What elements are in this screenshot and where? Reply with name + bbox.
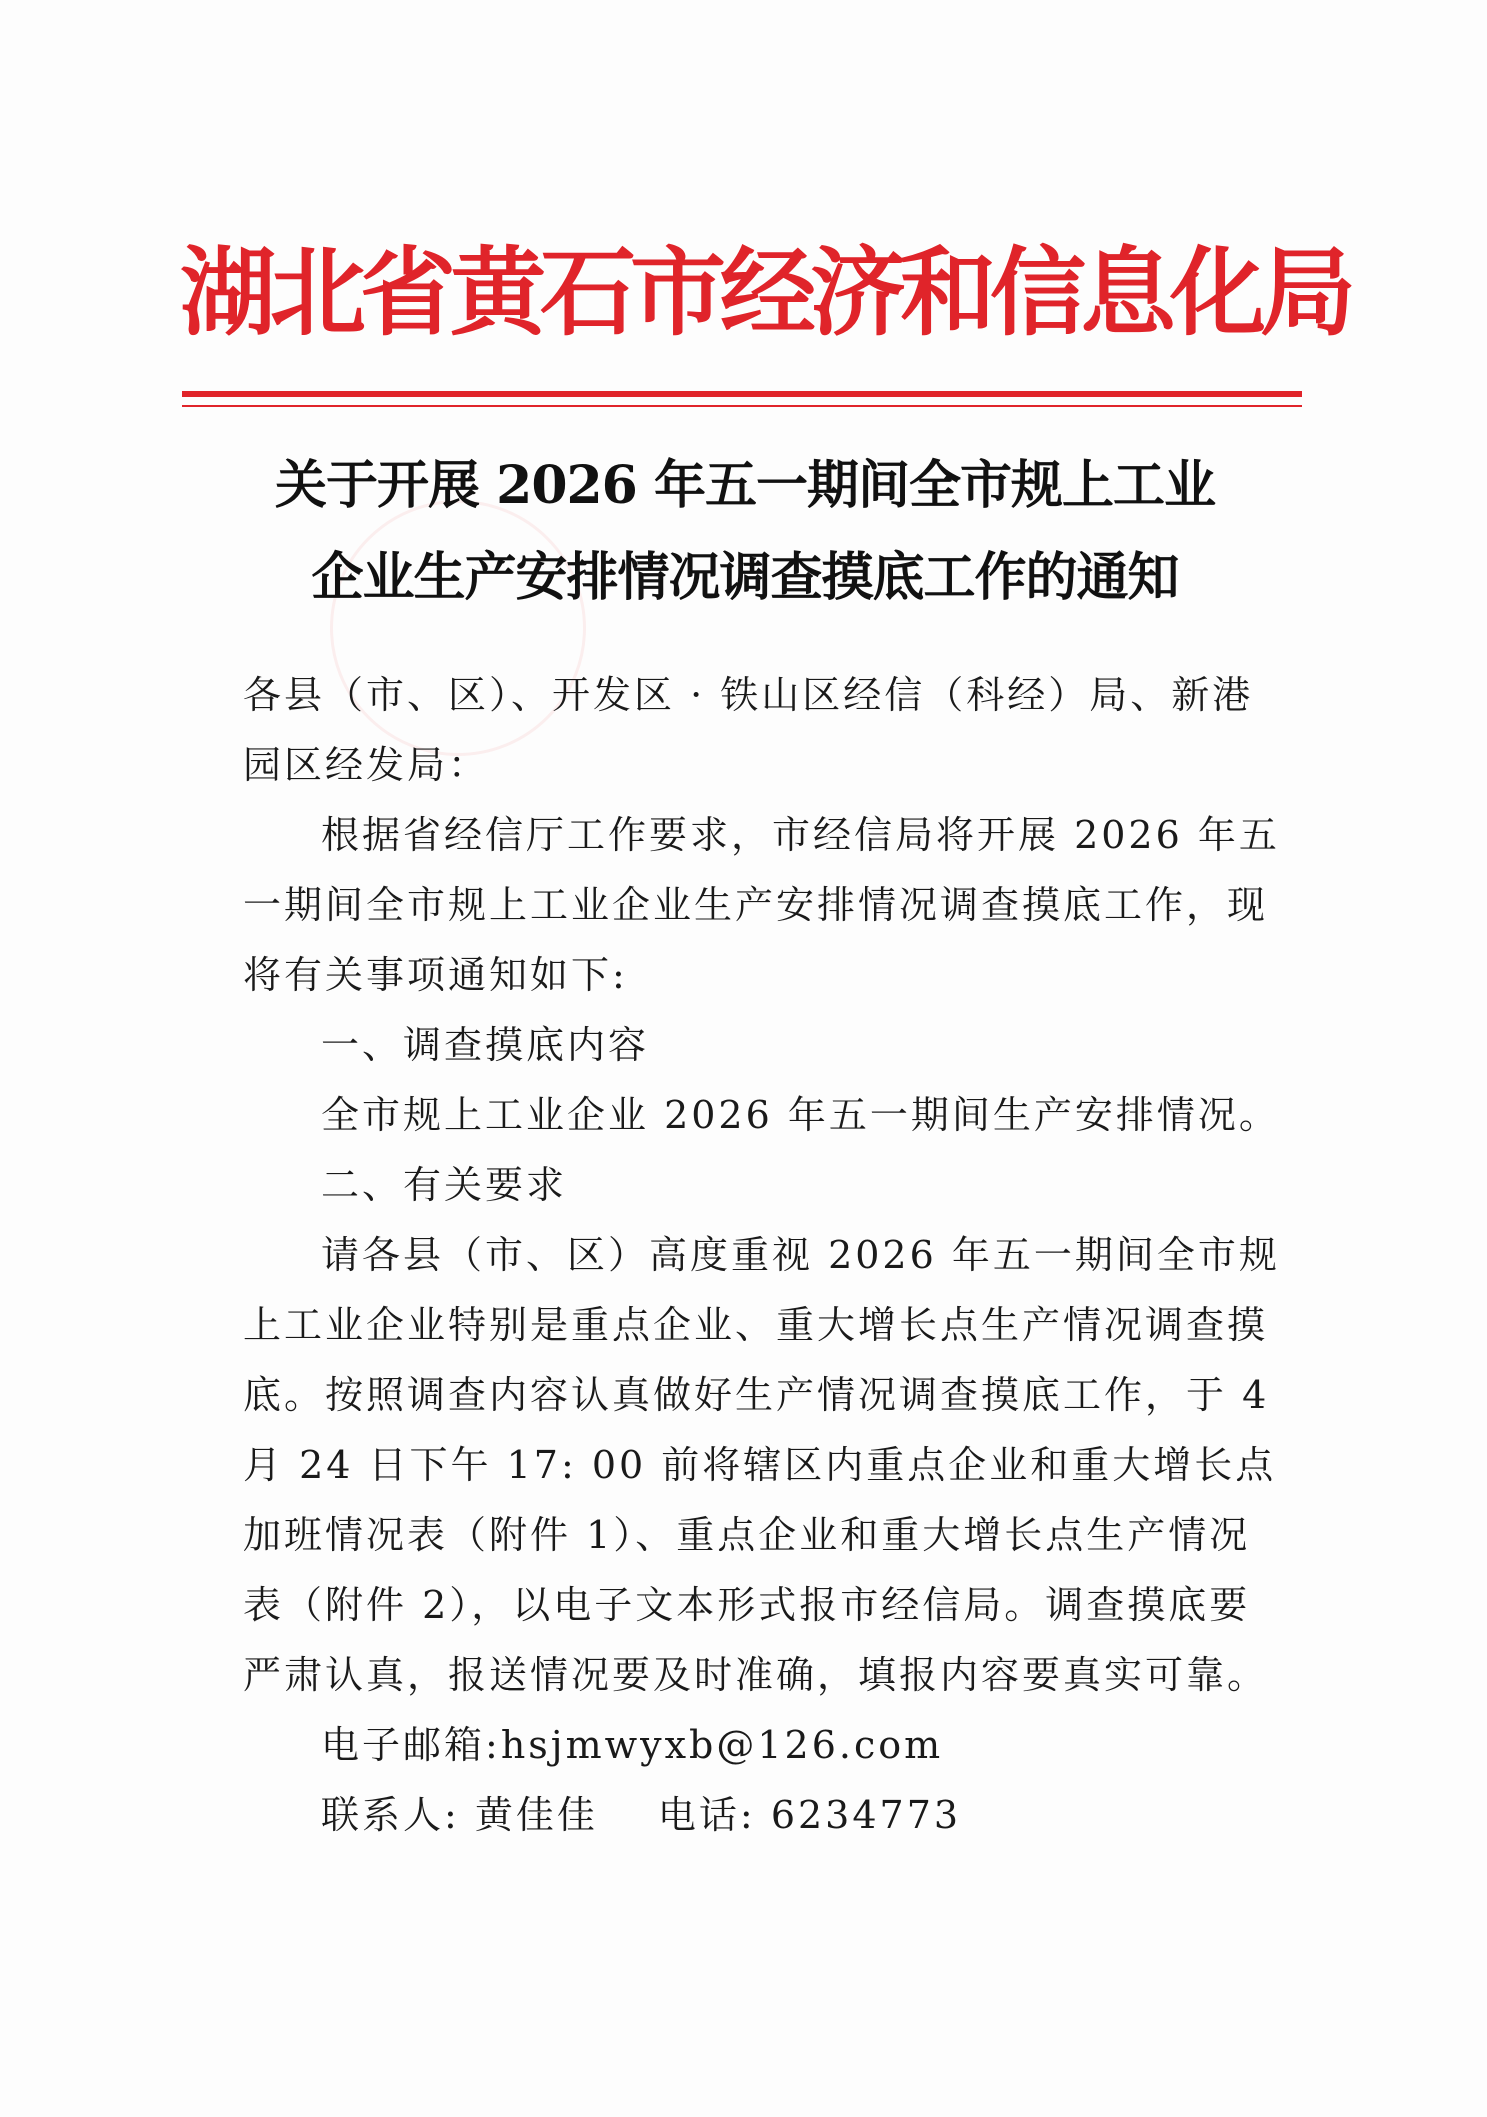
contact-line: [243, 1780, 1283, 1850]
document-title-line-1: 关于开展 2026 年五一期间全市规上工业: [275, 455, 1215, 516]
section-2-text: 请各县（市、区）高度重视 2026 年五一期间全市规上工业企业特别是重点企业、重大增长点生产情况调查摸底。按照调查内容认真做好生产情况调查摸底工作，于 4 月 24 日下午 17: 00 前将辖区内重点企业和重大增长点加班情况表（附件 1）、重点企业和重大增长点生产情况表（附件 2），以电子文本形式报市经信局。调查摸底要严肃认真，报送情况要及时准确，填报内容要真实可靠。: [243, 1233, 1280, 1697]
organization-letterhead: 湖北省黄石市经济和信息化局: [180, 237, 1350, 349]
letterhead-red-rule-thin: [182, 405, 1302, 407]
contact-name: 黄佳佳: [474, 1793, 598, 1837]
document-title: [190, 440, 1300, 624]
phone-number: 6234773: [770, 1793, 962, 1837]
section-1-text: 全市规上工业企业 2026 年五一期间生产安排情况。: [321, 1093, 1280, 1137]
letterhead-red-rule-thick: [182, 391, 1302, 397]
salutation: 各县（市、区）、开发区 · 铁山区经信（科经）局、新港园区经发局：: [243, 673, 1254, 787]
phone-label: 电话:: [657, 1793, 756, 1837]
document-body: [243, 660, 1283, 1850]
email-address: hsjmwyxb@126.com: [500, 1723, 944, 1767]
section-2-heading: 二、有关要求: [321, 1163, 568, 1207]
contact-label: 联系人:: [321, 1793, 460, 1837]
document-title-line-2: 企业生产安排情况调查摸底工作的通知: [311, 547, 1179, 608]
email-label: 电子邮箱:: [321, 1723, 501, 1767]
email-line: [243, 1710, 1283, 1780]
section-1-heading: 一、调查摸底内容: [321, 1023, 650, 1067]
intro-paragraph: 根据省经信厅工作要求，市经信局将开展 2026 年五一期间全市规上工业企业生产安排情况调查摸底工作，现将有关事项通知如下:: [243, 813, 1280, 997]
